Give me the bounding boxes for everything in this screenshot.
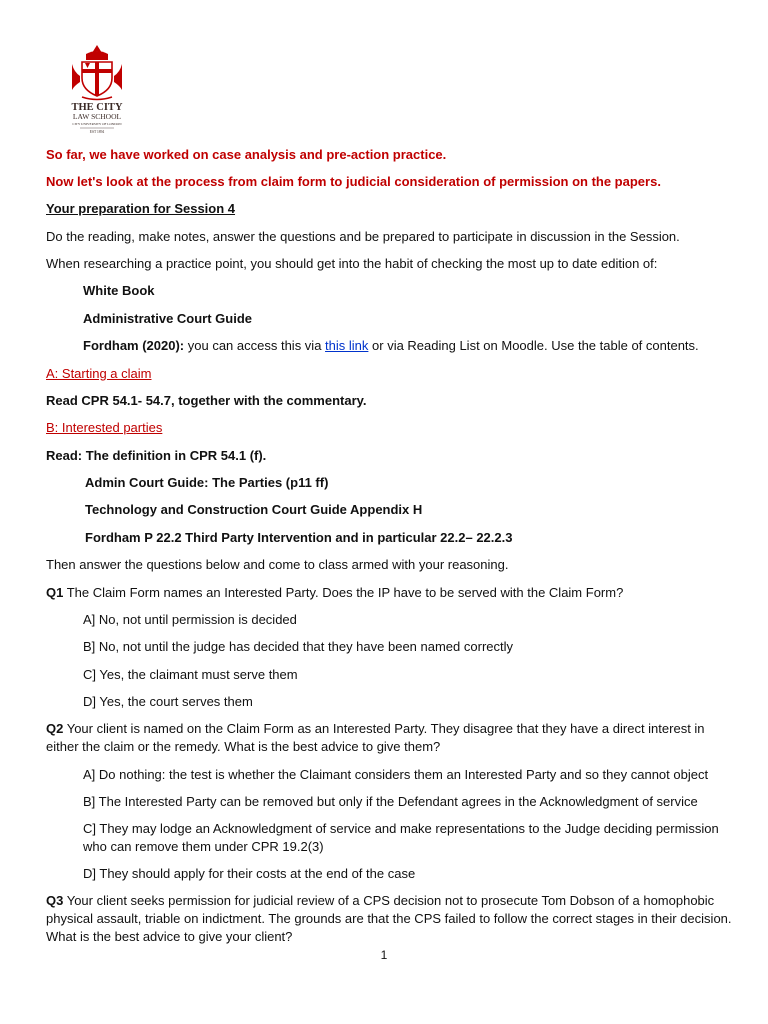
question-1-text: The Claim Form names an Interested Party. Does the IP have to be served with the Claim Form? [63,585,624,600]
prep-heading: Your preparation for Session 4 [46,201,236,216]
fordham-link[interactable]: this link [325,338,369,353]
prep-research: When researching a practice point, you should get into the habit of checking the most up to date edition of: [46,256,658,271]
section-b-read-4: Fordham P 22.2 Third Party Intervention and in particular 22.2– 22.2.3 [85,530,513,545]
source-white-book: White Book [83,283,155,298]
prep-instruction: Do the reading, make notes, answer the questions and be prepared to participate in discussion in the Session. [46,229,680,244]
q1-option-a: A] No, not until permission is decided [83,612,297,627]
section-a-heading: A: Starting a claim [46,366,152,381]
question-2-text: Your client is named on the Claim Form as an Interested Party. They disagree that they have a direct interest in either the claim or the remedy. What is the best advice to give them? [46,721,705,754]
q1-option-c: C] Yes, the claimant must serve them [83,667,298,682]
logo-line1: THE CITY [71,102,123,113]
fordham-label: Fordham (2020): [83,338,185,353]
fordham-pre: you can access this via [184,338,326,353]
section-b-read-1: Read: The definition in CPR 54.1 (f). [46,448,267,463]
logo-line3: CITY UNIVERSITY OF LONDON [72,122,122,126]
source-fordham [83,337,738,355]
section-a-read: Read CPR 54.1- 54.7, together with the commentary. [46,393,367,408]
q2-option-c: C] They may lodge an Acknowledgment of service and make representations to the Judge deciding permission who can remove them under CPR 19.2(3) [83,821,719,854]
page-number: 1 [380,948,388,962]
question-2-label: Q2 [46,721,64,736]
q1-option-d: D] Yes, the court serves them [83,694,253,709]
q1-option-b: B] No, not until the judge has decided that they have been named correctly [83,639,513,654]
question-1-label: Q1 [46,585,64,600]
crest-icon [72,45,122,100]
section-b-read-3: Technology and Construction Court Guide Appendix H [85,502,423,517]
fordham-post: or via Reading List on Moodle. Use the table of contents. [368,338,699,353]
section-b-then: Then answer the questions below and come to class armed with your reasoning. [46,557,509,572]
city-law-school-logo [50,42,144,136]
question-3-label: Q3 [46,893,64,908]
question-1 [46,584,738,602]
section-b-heading: B: Interested parties [46,420,163,435]
logo-line4: EST 1894 [89,130,105,134]
q2-option-b: B] The Interested Party can be removed but only if the Defendant agrees in the Acknowledgment of service [83,794,698,809]
section-b-read-2: Admin Court Guide: The Parties (p11 ff) [85,475,329,490]
question-3 [46,892,738,946]
q2-option-d: D] They should apply for their costs at the end of the case [83,866,416,881]
logo-line2: LAW SCHOOL [72,112,122,121]
question-2 [46,720,738,756]
source-admin-court-guide: Administrative Court Guide [83,311,253,326]
question-3-text: Your client seeks permission for judicial review of a CPS decision not to prosecute Tom Dobson of a homophobic physical assault, triable on indictment. The grounds are that the CPS failed to follow the correct stages in their decision. What is the best advice to give your client? [46,893,732,944]
q2-option-a: A] Do nothing: the test is whether the Claimant considers them an Interested Party and so they cannot object [83,767,709,782]
intro-line-2: Now let's look at the process from claim form to judicial consideration of permission on the papers. [46,174,661,189]
intro-line-1: So far, we have worked on case analysis and pre-action practice. [46,147,447,162]
